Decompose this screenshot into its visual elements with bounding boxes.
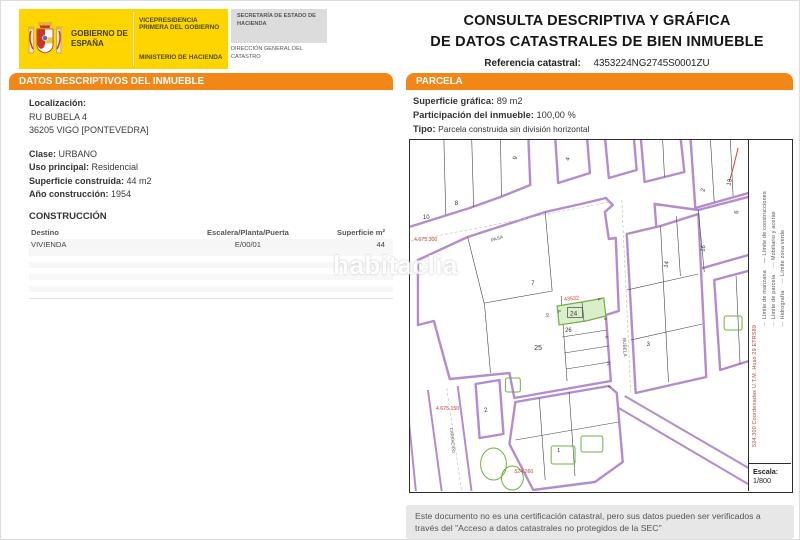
spain-coat-of-arms-icon — [19, 17, 71, 61]
line-sample-icon — [762, 321, 768, 327]
house-number: 6 — [603, 335, 610, 339]
map-scale — [749, 463, 791, 491]
street-name-carracido: CARRACIDO — [448, 427, 457, 454]
parcela-data-panel — [413, 94, 791, 136]
field-tipo: Tipo: Parcela construida sin división horizontal — [413, 124, 590, 134]
title-line-1: CONSULTA DESCRIPTIVA Y GRÁFICA — [463, 13, 731, 29]
department-vicepresidencia: VICEPRESIDENCIA PRIMERA DEL GOBIERNO — [139, 17, 220, 31]
parcel-number: 2 — [700, 187, 708, 193]
cadastral-map — [409, 139, 793, 493]
house-number: 10 — [544, 312, 550, 319]
localizacion-label: Localización: — [29, 98, 87, 108]
table-row: VIVIENDA E/00/01 44 — [29, 239, 393, 250]
highlight-parcel-ref: 43532 — [563, 295, 580, 303]
construccion-table-header — [29, 226, 393, 239]
parcel-number: 8 — [454, 200, 459, 208]
line-sample-icon — [771, 321, 777, 327]
col-escalera: Escalera/Planta/Puerta — [206, 227, 289, 237]
parcel-number: 2 — [483, 407, 489, 414]
parcel-number: 26 — [565, 327, 572, 335]
government-name: GOBIERNO DE ESPAÑA — [71, 29, 128, 48]
house-number: 4 — [606, 385, 613, 389]
parcel-number: 14 — [663, 260, 671, 269]
utm-coordinate-label: 524.260 — [514, 468, 534, 476]
department-ministerio: MINISTERIO DE HACIENDA — [139, 54, 223, 61]
government-logo-block — [19, 9, 228, 69]
field-superficie-grafica: Superficie gráfica: 89 m2 — [413, 96, 523, 106]
construccion-title: CONSTRUCCIÓN — [29, 210, 107, 222]
line-sample-icon — [762, 258, 768, 264]
field-participacion: Participación del inmueble: 100,00 % — [413, 110, 576, 120]
house-number: 8 — [602, 317, 609, 321]
parcel-number: 3 — [646, 341, 650, 349]
line-sample-icon — [780, 278, 786, 284]
map-p-marker: P — [558, 308, 561, 315]
map-legend-sidebar — [748, 140, 791, 491]
parcel-number: 1 — [557, 447, 561, 455]
field-anio-construccion: Año construcción: 1954 — [29, 189, 132, 199]
parcel-number: 25 — [534, 344, 543, 353]
title-line-2: DE DATOS CATASTRALES DE BIEN INMUEBLE — [430, 34, 764, 51]
parcel-number: 9 — [512, 155, 520, 161]
parcel-number: 7 — [531, 280, 535, 288]
field-superficie-construida: Superficie construida: 44 m2 — [29, 175, 152, 186]
section-bar-datos-descriptivos: DATOS DESCRIPTIVOS DEL INMUEBLE — [9, 73, 393, 90]
field-uso-principal: Uso principal: Residencial — [29, 162, 139, 172]
street-name-pasa: PASA — [490, 235, 504, 244]
parcel-number: 16 — [700, 244, 708, 253]
legend-hidrografia-zonaverde: — Hidrografía— Límite zona verde — [780, 230, 786, 327]
parcel-number: 13 — [726, 178, 734, 187]
government-departments — [133, 12, 228, 66]
legend-parcela-mobiliario: — Límite de parcela— Mobiliario y aceras — [771, 211, 777, 327]
scale-label: Escala: — [753, 467, 779, 476]
legend-coordinates-note: 524.300 Coordenadas U.T.M. Huso 29 ETRS89 — [752, 324, 758, 447]
house-number: 12 — [605, 361, 612, 367]
legend-manzana-construcciones: — Límite de manzana— Límite de construcciones — [762, 191, 768, 327]
street-name-bubela: BUBELA — [620, 337, 627, 357]
parcel-number: 6 — [734, 210, 741, 215]
parcel-number: 10 — [422, 214, 430, 222]
referencia-catastral — [401, 58, 793, 69]
map-p-marker: P — [597, 296, 601, 303]
col-superficie: Superficie m² — [336, 227, 385, 237]
direccion-general-label: DIRECCIÓN GENERAL DEL CATASTRO — [231, 46, 303, 60]
referencia-value: 4353224NG2745S0001ZU — [593, 58, 710, 70]
line-sample-icon — [780, 321, 786, 327]
scale-value: 1/800 — [753, 476, 771, 486]
document-title — [401, 11, 793, 69]
highlighted-parcel-number: 24 — [570, 310, 578, 318]
cadastral-map-drawing — [410, 140, 748, 491]
secretaria-estado-label: SECRETARÍA DE ESTADO DE HACIENDA — [231, 9, 327, 43]
field-clase: Clase: URBANO — [29, 148, 98, 159]
section-bar-parcela: PARCELA — [406, 73, 793, 90]
address-line-1: RU BUBELA 4 — [29, 111, 88, 122]
col-destino: Destino — [31, 227, 59, 237]
address-line-2: 36205 VIGO [PONTEVEDRA] — [29, 125, 149, 135]
referencia-label: Referencia catastral: — [484, 58, 581, 70]
parcel-number: 4 — [565, 156, 572, 162]
utm-coordinate-label: 4.675.300 — [413, 236, 438, 244]
habitaclia-watermark: habitaclia — [333, 250, 458, 280]
disclaimer-note: Este documento no es una certificación catastral, pero sus datos pueden ser verificados a través del "Acceso a datos catastrales no protegidos de la SEC" — [406, 505, 794, 539]
line-sample-icon — [771, 262, 777, 268]
utm-coordinate-label: 4.675.150 — [435, 405, 460, 413]
